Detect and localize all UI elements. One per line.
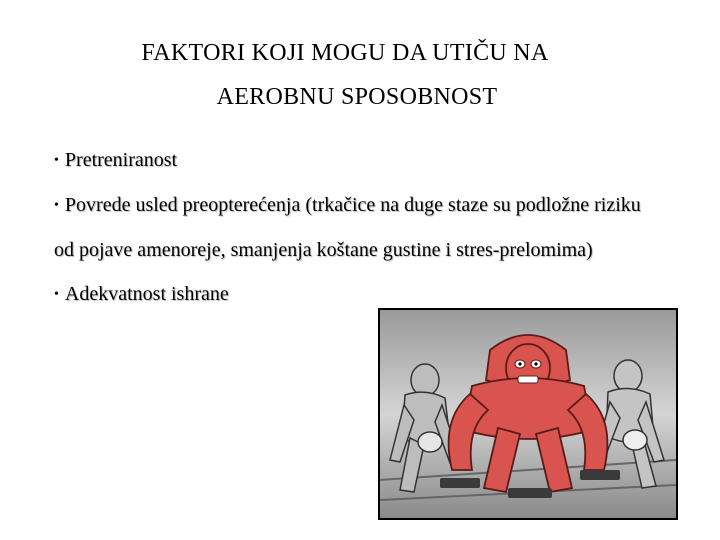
- sprinters-illustration: [378, 308, 678, 520]
- bullet-list: [54, 138, 654, 317]
- slide-title-line2: AEROBNU SPOSOBNOST: [216, 84, 498, 110]
- cartoon-sprinters-at-start-line-icon: [380, 310, 676, 518]
- bullet-item-overtraining: [54, 138, 654, 183]
- bullet-dot: •: [54, 153, 59, 168]
- bullet-text: Pretreniranost: [64, 149, 178, 171]
- slide-title-line1: FAKTORI KOJI MOGU DA UTIČU NA: [141, 40, 549, 66]
- bullet-text: Povrede usled preopterećenja (trkačice na duge staze su podložne riziku od pojave amenoreje, smanjenja koštane gustine i stres-prelomima): [54, 194, 641, 261]
- bullet-dot: •: [54, 287, 59, 302]
- bullet-item-overuse-injuries: [54, 183, 654, 272]
- bullet-text: Adekvatnost ishrane: [64, 283, 229, 305]
- bullet-dot: •: [54, 198, 59, 213]
